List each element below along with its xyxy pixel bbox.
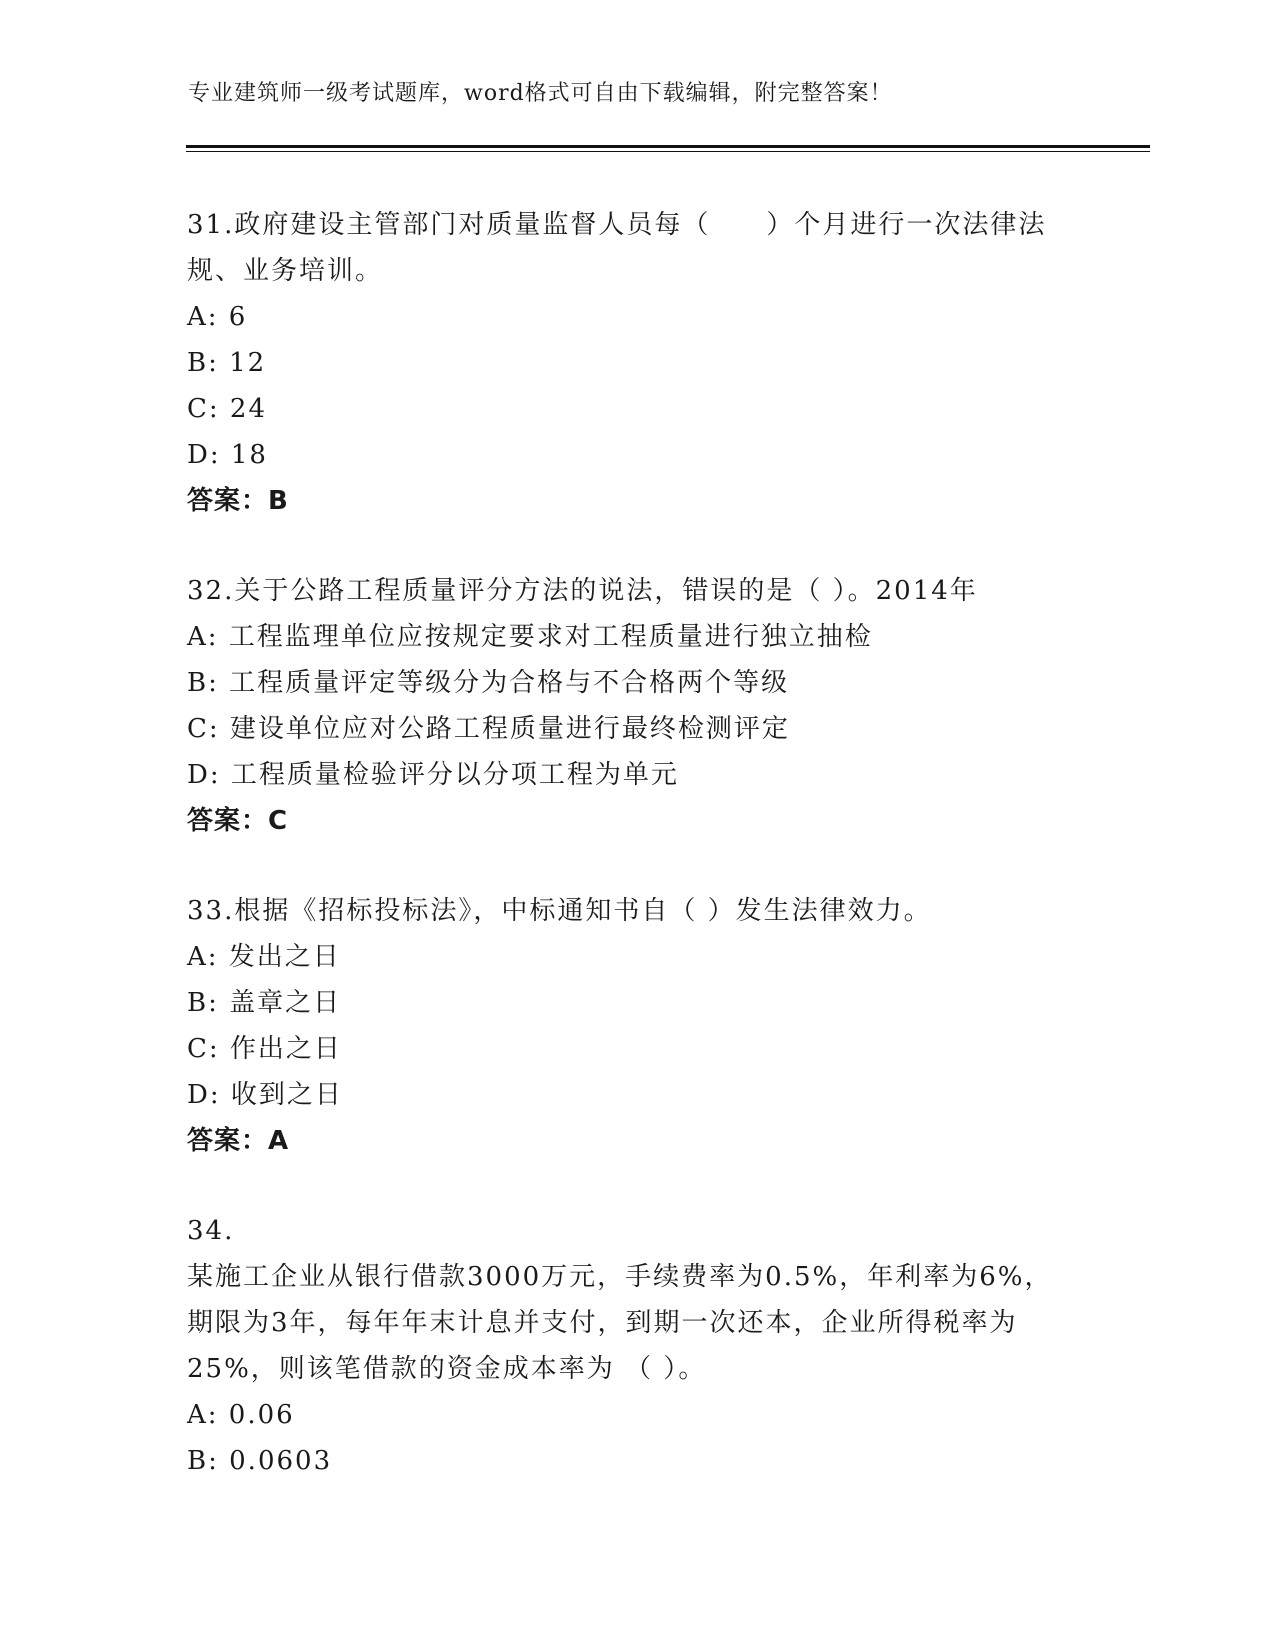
question-33 (187, 888, 1087, 1164)
option-b: B: 盖章之日 (187, 988, 342, 1018)
option-b: B: 0.0603 (187, 1446, 333, 1476)
option-a: A: 发出之日 (187, 942, 341, 972)
header-divider-thick (186, 145, 1150, 148)
answer-label: 答案：C (187, 806, 289, 836)
option-b: B: 12 (187, 348, 267, 378)
question-number: 34. (187, 1216, 235, 1246)
option-a: A: 工程监理单位应按规定要求对工程质量进行独立抽检 (187, 622, 873, 652)
question-stem: 32.关于公路工程质量评分方法的说法，错误的是（ ）。2014年 (187, 576, 978, 606)
question-stem: 某施工企业从银行借款3000万元，手续费率为0.5%，年利率为6%， (187, 1262, 1053, 1292)
question-spacer (187, 524, 1087, 568)
question-stem: 31.政府建设主管部门对质量监督人员每（ ）个月进行一次法律法 (187, 210, 1047, 240)
question-stem: 期限为3年，每年年末计息并支付，到期一次还本，企业所得税率为 (187, 1308, 1018, 1338)
answer-label: 答案：B (187, 486, 289, 516)
option-c: C: 24 (187, 394, 268, 424)
option-a: A: 6 (187, 302, 248, 332)
question-34 (187, 1208, 1087, 1484)
question-stem: 25%，则该笔借款的资金成本率为 （ ）。 (187, 1354, 707, 1384)
question-stem: 规、业务培训。 (187, 256, 384, 286)
header-divider-thin (186, 151, 1150, 152)
question-31 (187, 202, 1087, 524)
answer-label: 答案：A (187, 1126, 290, 1156)
option-d: D: 18 (187, 440, 268, 470)
option-b: B: 工程质量评定等级分为合格与不合格两个等级 (187, 668, 790, 698)
option-a: A: 0.06 (187, 1400, 295, 1430)
question-list (187, 202, 1087, 1484)
option-c: C: 作出之日 (187, 1034, 342, 1064)
page-header: 专业建筑师一级考试题库，word格式可自由下载编辑，附完整答案！ (188, 81, 893, 106)
question-stem: 33.根据《招标投标法》，中标通知书自（ ）发生法律效力。 (187, 896, 932, 926)
question-spacer (187, 844, 1087, 888)
option-d: D: 工程质量检验评分以分项工程为单元 (187, 760, 679, 790)
question-spacer (187, 1164, 1087, 1208)
question-32 (187, 568, 1087, 844)
option-c: C: 建设单位应对公路工程质量进行最终检测评定 (187, 714, 790, 744)
option-d: D: 收到之日 (187, 1080, 343, 1110)
